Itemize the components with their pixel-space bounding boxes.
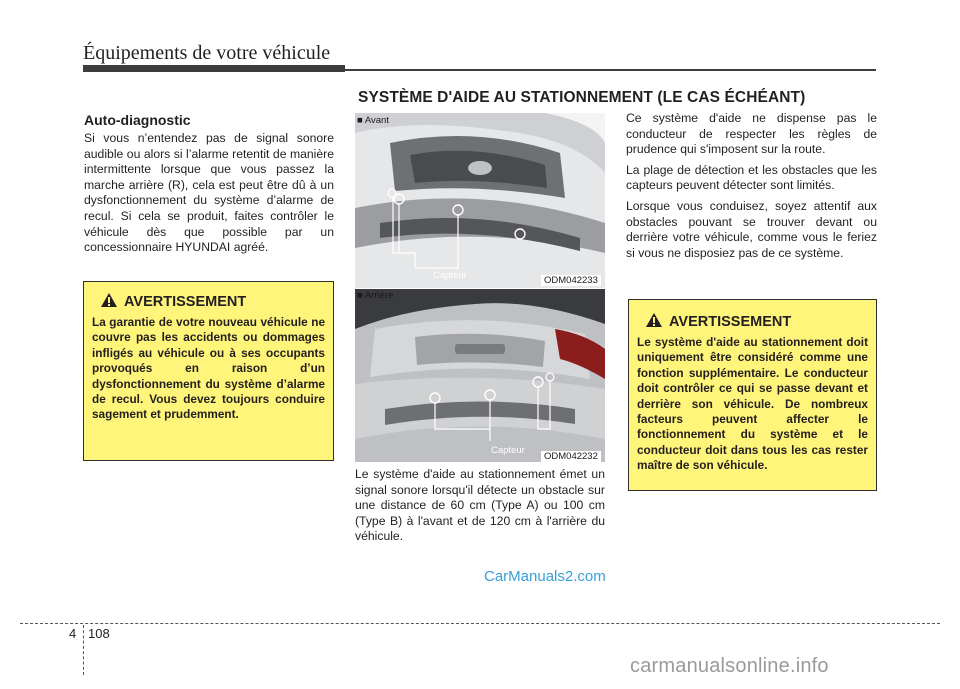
warning-box-warranty: [83, 281, 334, 461]
auto-diagnostic-heading: Auto-diagnostic: [84, 112, 191, 128]
carmanuals-watermark-link[interactable]: CarManuals2.com: [484, 568, 606, 585]
warning-box-driver-responsibility: [628, 299, 877, 491]
section-title: SYSTÈME D'AIDE AU STATIONNEMENT (LE CAS ÉCHÉANT): [358, 89, 806, 106]
warning-body: Le système d'aide au stationnement doit uniquement être considéré comme une fonction supplémentaire. Le conducteur doit contrôler ce qui se passe devant et derrière son véhicule. De nombreux facteurs peuvent affecter le fonctionnement du système et le conducteur doit dans tous les cas rester maître de son véhicule.: [637, 335, 868, 473]
warning-title: AVERTISSEMENT: [124, 294, 247, 310]
front-sensor-photo: [355, 113, 605, 288]
warning-header: [100, 292, 325, 312]
header-bar: [83, 65, 345, 72]
warning-triangle-icon: [645, 312, 663, 332]
rear-photo-label: ■ Arrière: [357, 290, 394, 301]
rear-car-illustration: [355, 289, 605, 462]
front-photo-code: ODM042233: [541, 275, 601, 286]
front-sensor-label: Capteur: [433, 270, 467, 281]
footer-rule: [20, 623, 940, 624]
rear-sensor-label: Capteur: [491, 445, 525, 456]
warning-title: AVERTISSEMENT: [669, 314, 792, 330]
warning-triangle-icon: [100, 292, 118, 312]
right-column-text: [626, 111, 877, 266]
warning-header: [645, 312, 868, 332]
chapter-number: 4: [69, 626, 77, 641]
chapter-title: Équipements de votre véhicule: [83, 42, 331, 64]
header-rule: [345, 69, 876, 71]
page-number: 108: [88, 626, 110, 641]
rear-photo-code: ODM042232: [541, 451, 601, 462]
auto-diagnostic-paragraph: Si vous n’entendez pas de signal sonore audible ou alors si l’alarme retentit de manière intermittente lorsque que vous passez la marche arrière (R), cela est peut être dû à un dysfonctionnement du système d’alarme de recul. Si cela se produit, faites contrôler le véhicule dès que possible par un concessionnaire HYUNDAI agréé.: [84, 131, 334, 255]
footer-divider: [83, 625, 84, 675]
warning-body: La garantie de votre nouveau véhicule ne couvre pas les accidents ou dommages infligés au véhicule ou à ses occupants provoqués en raison d’un dysfonctionnement du système d’alarme de recul. Vous devez toujours conduire sagement et prudemment.: [92, 315, 325, 422]
rear-sensor-photo: [355, 289, 605, 462]
parking-assist-description: Le système d'aide au stationnement émet un signal sonore lorsqu'il détecte un obstacle sur une distance de 60 cm (Type A) ou 100 cm (Type B) à l'avant et de 120 cm à l'arrière du véhicule.: [355, 467, 605, 544]
right-paragraph-2: La plage de détection et les obstacles que les capteurs peuvent détecter sont limités.: [626, 162, 877, 193]
footer-watermark: carmanualsonline.info: [630, 655, 829, 677]
right-paragraph-1: Ce système d'aide ne dispense pas le conducteur de respecter les règles de prudence qui s'imposent sur la route.: [626, 111, 877, 157]
front-photo-label: ■ Avant: [357, 115, 389, 126]
front-car-illustration: [355, 113, 605, 288]
right-paragraph-3: Lorsque vous conduisez, soyez attentif aux obstacles pouvant se trouver devant ou derrière votre véhicule, comme vous le feriez si vous ne disposiez pas de ce système.: [626, 198, 877, 260]
